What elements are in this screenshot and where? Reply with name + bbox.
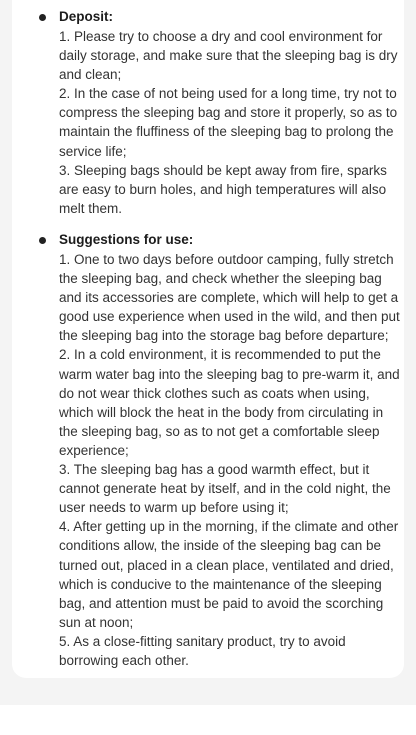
instruction-list	[59, 250, 401, 670]
content-card	[12, 0, 404, 678]
instruction-list	[59, 27, 401, 218]
section-heading: Suggestions for use:	[59, 232, 194, 247]
page-footer	[0, 705, 416, 735]
bullet-icon	[39, 14, 46, 21]
list-item: 5. As a close-fitting sanitary product, try to avoid borrowing each other.	[59, 633, 346, 668]
list-item: 2. In a cold environment, it is recommended to put the warm water bag into the sleeping bag to pre-warm it, and do not wear thick clothes such as coats when using, which will block the heat in the body from circulating in the sleeping bag, so as to not get a comfortable sleep experience;	[59, 347, 400, 458]
list-item: 4. After getting up in the morning, if the climate and other conditions allow, the inside of the sleeping bag can be turned out, placed in a clean place, ventilated and dried, which is conducive to the maintenance of the sleeping bag, and attention must be paid to avoid the scorching sun at noon;	[59, 519, 399, 630]
list-item: 3. Sleeping bags should be kept away from fire, sparks are easy to burn holes, and high temperatures will also melt them.	[59, 162, 387, 216]
list-item: 3. The sleeping bag has a good warmth effect, but it cannot generate heat by itself, and in the cold night, the user needs to warm up before using it;	[59, 462, 391, 516]
bullet-icon	[39, 237, 46, 244]
section-heading: Deposit:	[59, 9, 113, 24]
list-item: 1. One to two days before outdoor camping, fully stretch the sleeping bag, and check whether the sleeping bag and its accessories are complete, which will help to get a good use experience when used in the wild, and then put the sleeping bag into the storage bag before departure;	[59, 252, 400, 344]
list-item: 1. Please try to choose a dry and cool environment for daily storage, and make sure that the sleeping bag is dry and clean;	[59, 29, 398, 83]
list-item: 2. In the case of not being used for a long time, try not to compress the sleeping bag and store it properly, so as to maintain the fluffiness of the sleeping bag to prolong the service life;	[59, 86, 398, 159]
